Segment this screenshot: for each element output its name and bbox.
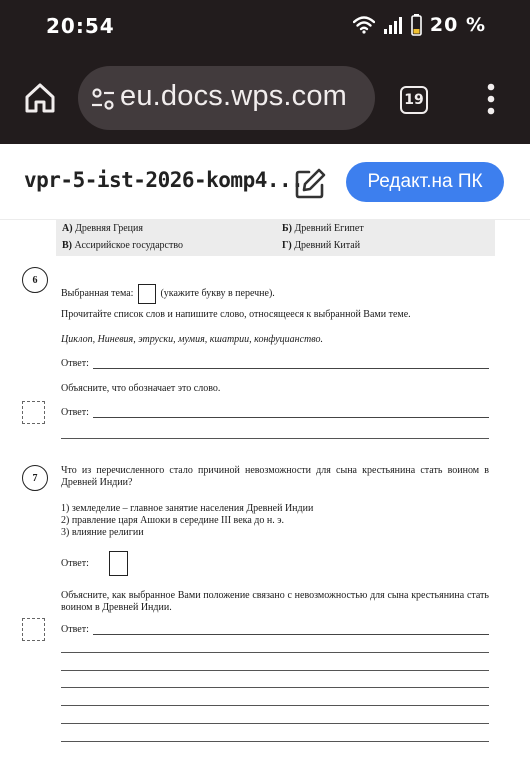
topic-choice-line: Выбранная тема: (укажите букву в перечне). bbox=[61, 282, 275, 306]
more-vert-icon[interactable] bbox=[484, 82, 498, 116]
q6-instruction: Прочитайте список слов и напишите слово, относящееся к выбранной Вами теме. bbox=[61, 309, 411, 320]
q6-answer-line[interactable] bbox=[93, 368, 489, 369]
document-page[interactable] bbox=[0, 220, 530, 763]
tune-icon[interactable] bbox=[90, 86, 116, 112]
edit-on-pc-button[interactable]: Редакт.на ПК bbox=[346, 162, 504, 202]
q7-option-1: 1) земледелие – главное занятие населения Древней Индии bbox=[61, 503, 314, 514]
wifi-icon bbox=[353, 16, 375, 34]
topic-option-g: Г) Древний Китай bbox=[282, 240, 361, 251]
q6-explain-prompt: Объясните, что обозначает это слово. bbox=[61, 383, 221, 394]
q7-explain-line-7[interactable] bbox=[61, 741, 489, 742]
q6-explain-line-1[interactable] bbox=[93, 417, 489, 418]
q7-answer-box[interactable] bbox=[109, 551, 128, 576]
q6-answer-label: Ответ: bbox=[61, 358, 89, 369]
battery-percent: 20 % bbox=[429, 14, 486, 36]
question-number-6: 6 bbox=[22, 267, 48, 293]
status-indicators bbox=[353, 14, 486, 36]
topic-option-v: В) Ассирийское государство bbox=[62, 240, 184, 251]
tab-switcher-button[interactable]: 19 bbox=[400, 86, 428, 114]
q7-option-2: 2) правление царя Ашоки в середине III века до н. э. bbox=[61, 515, 285, 526]
q7-explain-line-1[interactable] bbox=[93, 634, 489, 635]
topic-option-a: А) Древняя Греция bbox=[62, 223, 143, 234]
address-bar[interactable] bbox=[78, 66, 375, 130]
document-toolbar bbox=[0, 144, 530, 220]
q7-answer-label-2: Ответ: bbox=[61, 624, 89, 635]
topic-letter-box[interactable] bbox=[138, 284, 156, 304]
topics-table bbox=[56, 220, 495, 256]
home-icon[interactable] bbox=[22, 80, 58, 116]
question-number-7: 7 bbox=[22, 465, 48, 491]
q7-score-box bbox=[22, 618, 45, 641]
battery-icon bbox=[411, 14, 422, 36]
q7-explain-prompt: Объясните, как выбранное Вами положение связано с невозможностью для сына крестьянина стать воином в Древней Индии. bbox=[61, 590, 489, 613]
q7-explain-line-3[interactable] bbox=[61, 670, 489, 671]
q6-score-box bbox=[22, 401, 45, 424]
q6-answer-label-2: Ответ: bbox=[61, 407, 89, 418]
q7-option-3: 3) влияние религии bbox=[61, 527, 144, 538]
topic-option-b: Б) Древний Египет bbox=[282, 223, 364, 234]
q7-explain-line-5[interactable] bbox=[61, 705, 489, 706]
q7-explain-line-6[interactable] bbox=[61, 723, 489, 724]
status-bar bbox=[0, 0, 530, 58]
q7-explain-line-2[interactable] bbox=[61, 652, 489, 653]
browser-toolbar bbox=[0, 58, 530, 144]
q6-explain-line-2[interactable] bbox=[61, 438, 489, 439]
q6-word-list: Циклоп, Ниневия, этруски, мумия, кшатрии, конфуцианство. bbox=[61, 334, 323, 345]
signal-icon bbox=[383, 16, 403, 34]
q7-explain-line-4[interactable] bbox=[61, 687, 489, 688]
status-time: 20:54 bbox=[46, 14, 115, 38]
document-title: vpr-5-ist-2026-komp4... bbox=[24, 168, 304, 192]
q7-question: Что из перечисленного стало причиной невозможности для сына крестьянина стать воином в Древней Индии? bbox=[61, 465, 489, 488]
q7-answer-label: Ответ: bbox=[61, 558, 89, 569]
url-text[interactable]: eu.docs.wps.com bbox=[120, 80, 348, 112]
edit-icon[interactable] bbox=[292, 166, 328, 202]
